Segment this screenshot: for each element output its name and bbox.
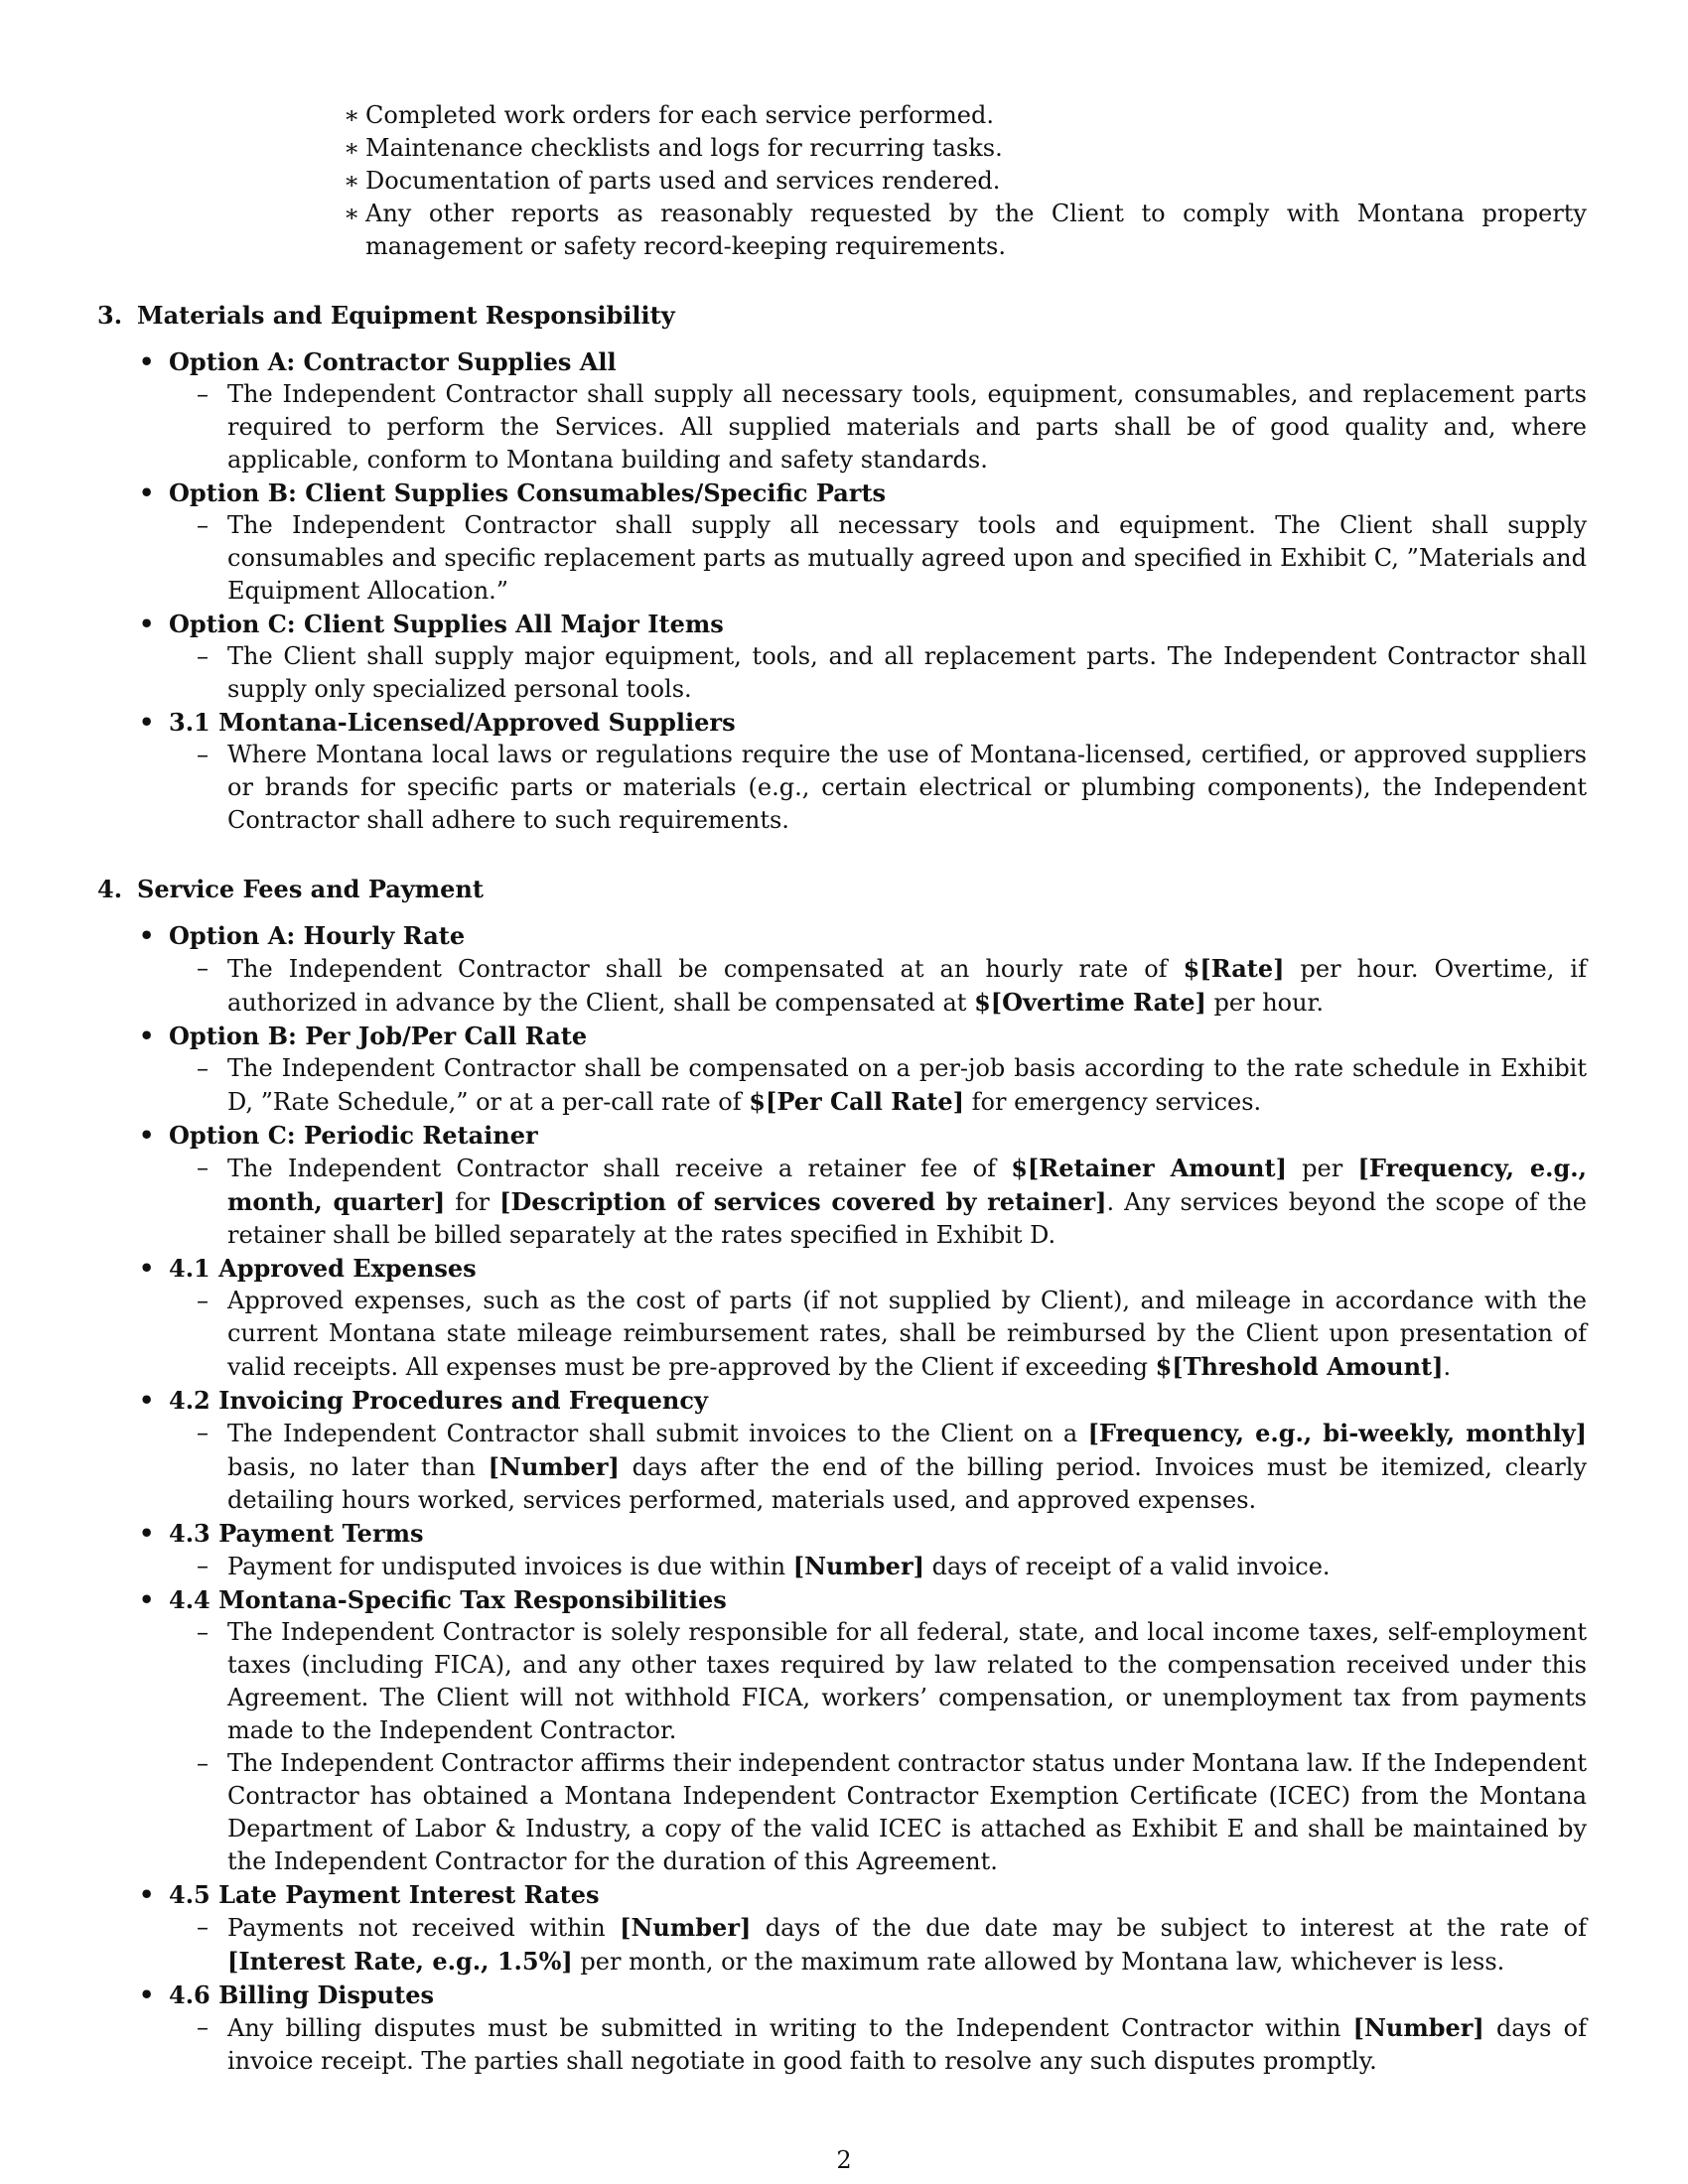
dash-bullet: –: [197, 2013, 209, 2041]
clause-text: – The Independent Contractor affirms their independent contractor status under Montana law. If the Independent Contractor has obtained a Montana Independent Contractor Exemption Certificate (ICEC) from the Montana Department of Labor & Industry, a copy of the valid ICEC is attached as Exhibit E and shall be maintained by the Independent Contractor for the duration of this Agreement.: [197, 1749, 1587, 1875]
bullet: •: [139, 1121, 155, 1150]
clause-text: – The Independent Contractor shall be compensated at an hourly rate of $[Rate] per hour. Overtime, if authorized in advance by the Client, shall be compensated at $[Overtime Rate] per hour.: [197, 954, 1587, 1017]
option-heading: • Option A: Hourly Rate: [139, 921, 466, 950]
bullet: •: [139, 610, 155, 638]
clause-text: – The Independent Contractor shall submit invoices to the Client on a [Frequency, e.g., bi-weekly, monthly] basis, no later than [Number] days after the end of the billing period. Invoices must be itemized, clearly detailing hours worked, services performed, materials used, and approved expenses.: [197, 1419, 1588, 1514]
list-item: ∗ Any other reports as reasonably requested by the Client to comply with Montana property management or safety record-keeping requirements.: [344, 200, 1587, 260]
clause-text: – The Independent Contractor shall supply all necessary tools and equipment. The Client shall supply consumables and specific replacement parts as mutually agreed upon and specified in Exhibit C, ”Materials and Equipment Allocation.”: [197, 511, 1587, 605]
section-3-heading: 3. Materials and Equipment Responsibility: [97, 301, 675, 330]
bullet: •: [139, 1519, 155, 1548]
subsection-heading: • 3.1 Montana-Licensed/Approved Suppliers: [139, 708, 736, 737]
dash-bullet: –: [197, 1287, 209, 1314]
clause-text: – The Independent Contractor is solely responsible for all federal, state, and local income taxes, self-employment taxes (including FICA), and any other taxes required by law related to the compensation received under this Agreement. The Client will not withhold FICA, workers’ compensation, or unemployment tax from payments made to the Independent Contractor.: [197, 1618, 1587, 1744]
dash-bullet: –: [197, 1913, 209, 1941]
placeholder-field: $[Threshold Amount]: [1155, 1352, 1444, 1381]
dash-bullet: –: [197, 741, 209, 768]
asterisk-bullet: ∗: [344, 101, 360, 129]
placeholder-field: [Frequency, e.g., bi-weekly, monthly]: [1087, 1419, 1587, 1447]
option-heading: • Option C: Client Supplies All Major Items: [139, 610, 724, 638]
dash-bullet: –: [197, 1552, 209, 1579]
bullet: •: [139, 1585, 155, 1614]
bullet: •: [139, 1980, 155, 2009]
placeholder-field: $[Per Call Rate]: [749, 1087, 964, 1116]
dash-bullet: –: [197, 511, 209, 539]
section-4-heading: 4. Service Fees and Payment: [97, 875, 484, 903]
subsection-heading: • 4.6 Billing Disputes: [139, 1980, 434, 2009]
asterisk-bullet: ∗: [344, 200, 360, 227]
subsection-heading: • 4.5 Late Payment Interest Rates: [139, 1880, 600, 1909]
clause-text: – The Independent Contractor shall be compensated on a per-job basis according to the rate schedule in Exhibit D, ”Rate Schedule,” or at a per-call rate of $[Per Call Rate] for emergency services.: [197, 1054, 1587, 1116]
dash-bullet: –: [197, 1419, 209, 1446]
dash-bullet: –: [197, 642, 209, 670]
placeholder-field: [Description of services covered by retainer]: [499, 1187, 1107, 1216]
clause-text: – Any billing disputes must be submitted in writing to the Independent Contractor within [Number] days of invoice receipt. The parties shall negotiate in good faith to resolve any such disputes promptly.: [197, 2013, 1587, 2075]
clause-text: – Payment for undisputed invoices is due within [Number] days of receipt of a valid invoice.: [197, 1552, 1331, 1580]
list-item: ∗ Completed work orders for each service performed.: [97, 99, 1587, 132]
placeholder-field: $[Rate]: [1183, 954, 1285, 983]
asterisk-bullet: ∗: [344, 134, 360, 162]
bullet: •: [139, 921, 155, 950]
bullet: •: [139, 708, 155, 737]
placeholder-field: $[Retainer Amount]: [1011, 1154, 1287, 1182]
dash-bullet: –: [197, 1054, 209, 1082]
bullet: •: [139, 347, 155, 376]
subsection-heading: • 4.3 Payment Terms: [139, 1519, 424, 1548]
dash-bullet: –: [197, 1618, 209, 1646]
list-item: ∗ Documentation of parts used and services rendered.: [97, 165, 1587, 198]
list-item: ∗ Maintenance checklists and logs for recurring tasks.: [97, 132, 1587, 165]
dash-bullet: –: [197, 1154, 209, 1181]
placeholder-field: [Frequency, e.g., month, quarter]: [227, 1154, 1587, 1216]
dash-bullet: –: [197, 1749, 209, 1777]
placeholder-field: [Number]: [1352, 2013, 1484, 2042]
subsection-heading: • 4.4 Montana-Specific Tax Responsibilities: [139, 1585, 727, 1614]
bullet: •: [139, 1254, 155, 1283]
clause-text: – Payments not received within [Number] days of the due date may be subject to interest at the rate of [Interest Rate, e.g., 1.5%] per month, or the maximum rate allowed by Montana law, whichever is less.: [197, 1913, 1587, 1976]
subsection-heading: • 4.1 Approved Expenses: [139, 1254, 477, 1283]
clause-text: – Approved expenses, such as the cost of parts (if not supplied by Client), and mileage in accordance with the current Montana state mileage reimbursement rates, shall be reimbursed by the Client upon presentation of valid receipts. All expenses must be pre-approved by the Client if exceeding $[Threshold Amount].: [197, 1287, 1587, 1381]
placeholder-field: [Number]: [792, 1552, 924, 1580]
page-number: 2: [836, 2146, 852, 2174]
option-heading: • Option A: Contractor Supplies All: [139, 347, 617, 376]
dash-bullet: –: [197, 380, 209, 408]
dash-bullet: –: [197, 954, 209, 982]
document-page: [97, 99, 1587, 2078]
bullet: •: [139, 478, 155, 507]
placeholder-field: [Number]: [488, 1452, 620, 1481]
placeholder-field: $[Overtime Rate]: [974, 988, 1206, 1017]
bullet: •: [139, 1386, 155, 1415]
subsection-heading: • 4.2 Invoicing Procedures and Frequency: [139, 1386, 708, 1415]
clause-text: – The Independent Contractor shall supply all necessary tools, equipment, consumables, and replacement parts required to perform the Services. All supplied materials and parts shall be of good quality and, where applicable, conform to Montana building and safety standards.: [197, 380, 1587, 474]
clause-text: – The Client shall supply major equipment, tools, and all replacement parts. The Independent Contractor shall supply only specialized personal tools.: [197, 642, 1587, 703]
placeholder-field: [Number]: [620, 1913, 752, 1942]
bullet: •: [139, 1022, 155, 1050]
records-list: [97, 99, 1587, 263]
asterisk-bullet: ∗: [344, 167, 360, 195]
placeholder-field: [Interest Rate, e.g., 1.5%]: [227, 1947, 573, 1976]
option-heading: • Option C: Periodic Retainer: [139, 1121, 538, 1150]
option-heading: • Option B: Per Job/Per Call Rate: [139, 1022, 588, 1050]
clause-text: – Where Montana local laws or regulations require the use of Montana-licensed, certified, or approved suppliers or brands for specific parts or materials (e.g., certain electrical or plumbing components), the Independent Contractor shall adhere to such requirements.: [197, 741, 1587, 834]
clause-text: – The Independent Contractor shall receive a retainer fee of $[Retainer Amount] per [Frequency, e.g., month, quarter] for [Description of services covered by retainer]. Any services beyond the scope of the retainer shall be billed separately at the rates specified in Exhibit D.: [197, 1154, 1587, 1249]
bullet: •: [139, 1880, 155, 1909]
option-heading: • Option B: Client Supplies Consumables/Specific Parts: [139, 478, 887, 507]
